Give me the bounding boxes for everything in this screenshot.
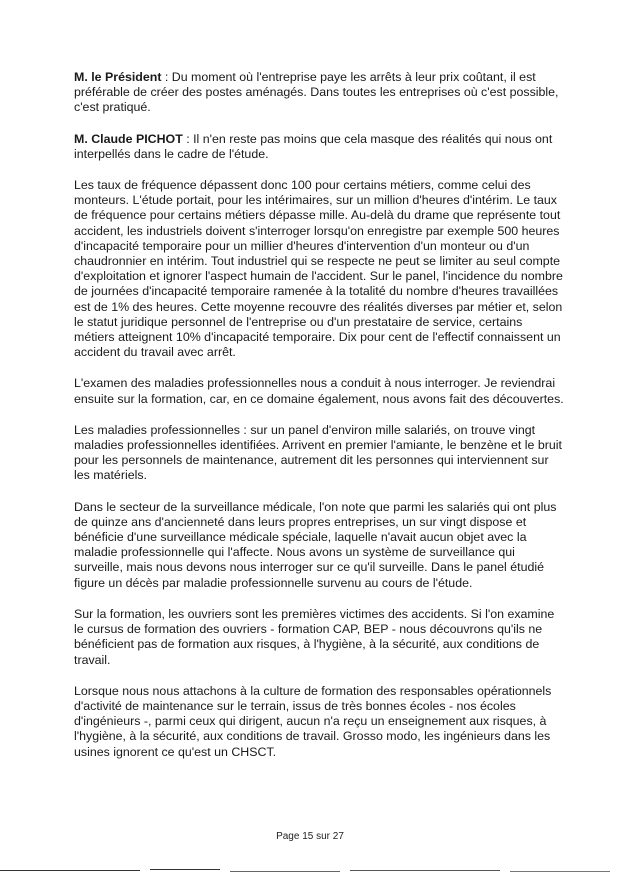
paragraph-text: Dans le secteur de la surveillance médicale, l'on note que parmi les salariés qui ont plus de quinze ans d'ancienneté dans leurs propres entreprises, un sur vingt dispose et bénéficie d'une surveillance médicale spéciale, laquelle n'avait aucun objet avec la maladie professionnelle qui l'affecte. Nous avons un système de surveillance qui surveille, mais nous devons nous interroger sur ce qu'il surveille. Dans le panel étudié figure un décès par maladie professionnelle survenu au cours de l'étude.	[74, 499, 557, 590]
paragraph-frequency-rates	[74, 178, 564, 360]
paragraph-training-workers	[74, 607, 564, 668]
paragraph-pichot	[74, 132, 564, 162]
paragraph-president	[74, 70, 564, 116]
speaker-name: M. le Président	[74, 70, 162, 84]
paragraph-medical-surveillance	[74, 500, 564, 591]
paragraph-text: Les taux de fréquence dépassent donc 100 pour certains métiers, comme celui des monteurs. L'étude portait, pour les intérimaires, sur un million d'heures d'intérim. Le taux de fréquence pour certains métiers dépasse mille. Au-delà du drame que représente tout accident, les industriels doivent s'interroger lorsqu'on enregistre par exemple 500 heures d'incapacité temporaire pour un millier d'heures d'intervention d'un monteur ou d'un chaudronnier en intérim. Tout industriel qui se respecte ne peut se limiter au seul compte d'exploitation et ignorer l'aspect humain de l'accident. Sur le panel, l'incidence du nombre de journées d'incapacité temporaire ramenée à la totalité du nombre d'heures travaillées est de 1% des heures. Cette moyenne recouvre des réalités diverses par métier et, selon le statut juridique personnel de l'entreprise ou d'un prestataire de service, certains métiers atteignent 10% d'incapacité temporaire. Dix pour cent de l'effectif connaissent un accident du travail avec arrêt.	[74, 178, 563, 360]
paragraph-text: Lorsque nous nous attachons à la culture de formation des responsables opérationnels d'activité de maintenance sur le terrain, issus de très bonnes écoles - nos écoles d'ingénieurs -, parmi ceux qui dirigent, aucun n'a reçu un enseignement aux risques, à l'hygiène, à la sécurité, aux conditions de travail. Grosso modo, les ingénieurs dans les usines ignorent ce qu'est un CHSCT.	[74, 683, 552, 759]
document-body	[74, 70, 564, 776]
paragraph-occupational-diseases-intro	[74, 376, 564, 406]
scan-artifact-line	[0, 868, 620, 874]
paragraph-text: : Du moment où l'entreprise paye les arrêts à leur prix coûtant, il est préférable de créer des postes aménagés. Dans toutes les entreprises où c'est possible, c'est pratiqué.	[74, 70, 559, 115]
paragraph-text: Les maladies professionnelles : sur un panel d'environ mille salariés, on trouve vingt maladies professionnelles identifiées. Arrivent en premier l'amiante, le benzène et le bruit pour les personnels de maintenance, autrement dit les personnes qui interviennent sur les matériels.	[74, 422, 562, 483]
paragraph-text: L'examen des maladies professionnelles nous a conduit à nous interroger. Je reviendrai ensuite sur la formation, car, en ce domaine également, nous avons fait des découvertes.	[74, 376, 564, 406]
speaker-name: M. Claude PICHOT	[74, 131, 183, 146]
paragraph-training-engineers	[74, 684, 564, 760]
page-number: Page 15 sur 27	[276, 831, 344, 842]
paragraph-occupational-diseases	[74, 423, 564, 484]
paragraph-text: Sur la formation, les ouvriers sont les premières victimes des accidents. Si l'on examine le cursus de formation des ouvriers - formation CAP, BEP - nous découvrons qu'ils ne bénéficient pas de formation aux risques, à l'hygiène, à la sécurité, aux conditions de travail.	[74, 606, 555, 667]
paragraph-text: : Il n'en reste pas moins que cela masque des réalités qui nous ont interpellés dans le cadre de l'étude.	[74, 131, 553, 161]
